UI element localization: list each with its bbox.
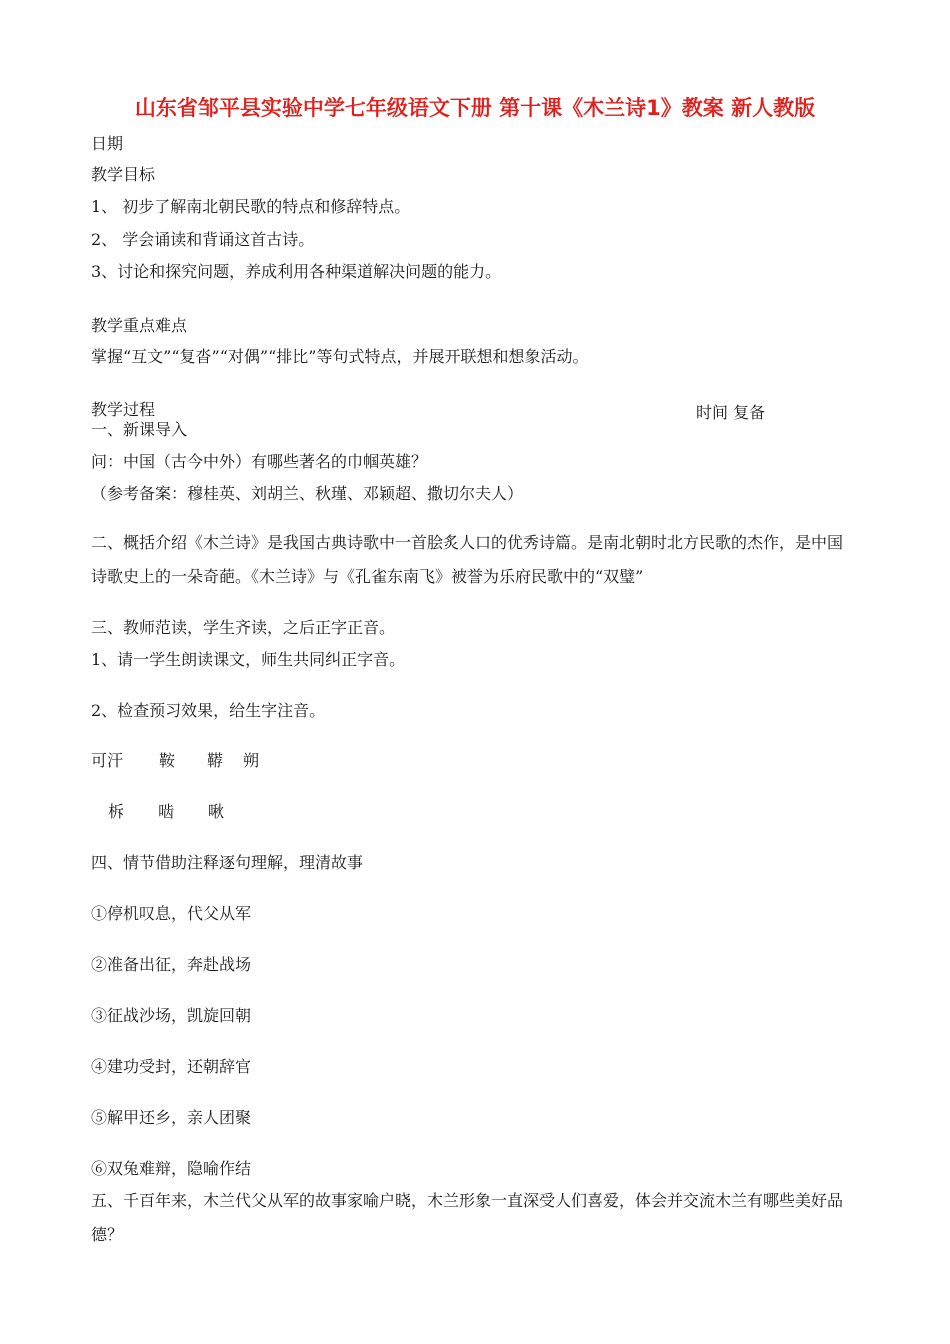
new-character: 可汗 — [91, 751, 124, 770]
plot-item: ①停机叹息，代父从军 — [91, 904, 252, 923]
section-5-paragraph: 五、千百年来，木兰代父从军的故事家喻户晓，木兰形象一直深受人们喜爱，体会并交流木兰有哪些美好品德？ — [91, 1191, 844, 1244]
section-3-heading: 三、教师范读，学生齐读，之后正字正音。 — [91, 618, 396, 637]
plot-item: ⑤解甲还乡，亲人团聚 — [91, 1108, 252, 1127]
plot-item: ③征战沙场，凯旋回朝 — [91, 1006, 252, 1025]
plot-item: ⑥双兔难辩，隐喻作结 — [91, 1159, 252, 1178]
section-4-heading: 四、情节借助注释逐句理解，理清故事 — [91, 853, 364, 872]
process-columns-label: 时间 复备 — [696, 403, 766, 422]
section-3-item: 2、检查预习效果，给生字注音。 — [91, 701, 326, 720]
section-3-item: 1、请一学生朗读课文，师生共同纠正字音。 — [91, 650, 406, 669]
new-characters-row — [108, 802, 224, 822]
new-character: 鞯 — [207, 751, 224, 770]
goals-heading: 教学目标 — [91, 165, 156, 184]
section-2-paragraph: 二、概括介绍《木兰诗》是我国古典诗歌中一首脍炙人口的优秀诗篇。是南北朝时北方民歌的杰作，是中国诗歌史上的一朵奇葩。《木兰诗》与《孔雀东南飞》被誉为乐府民歌中的“双璧” — [91, 533, 844, 586]
process-heading: 教学过程 — [91, 400, 156, 419]
intro-answer: （参考备案：穆桂英、刘胡兰、秋瑾、邓颖超、撒切尔夫人） — [91, 484, 524, 503]
section-1-heading: 一、新课导入 — [91, 420, 188, 439]
goal-item: 3、讨论和探究问题，养成利用各种渠道解决问题的能力。 — [91, 262, 502, 281]
date-label: 日期 — [91, 134, 124, 153]
document-title: 山东省邹平县实验中学七年级语文下册 第十课《木兰诗1》教案 新人教版 — [134, 96, 816, 120]
plot-item: ④建功受封，还朝辞官 — [91, 1057, 252, 1076]
new-character: 柝 — [108, 802, 125, 821]
new-character: 鞍 — [159, 751, 176, 770]
keypoints-text: 掌握“互文”“复沓”“对偶”“排比”等句式特点，并展开联想和想象活动。 — [91, 347, 589, 366]
intro-question: 问：中国（古今中外）有哪些著名的巾帼英雄？ — [91, 452, 428, 471]
keypoints-heading: 教学重点难点 — [91, 316, 188, 335]
new-character: 啾 — [208, 802, 225, 821]
goal-item: 2、 学会诵读和背诵这首古诗。 — [91, 230, 315, 249]
new-character: 啮 — [158, 802, 175, 821]
new-character: 朔 — [243, 751, 260, 770]
plot-item: ②准备出征，奔赴战场 — [91, 955, 252, 974]
new-characters-row — [91, 751, 259, 771]
goal-item: 1、 初步了解南北朝民歌的特点和修辞特点。 — [91, 197, 411, 216]
